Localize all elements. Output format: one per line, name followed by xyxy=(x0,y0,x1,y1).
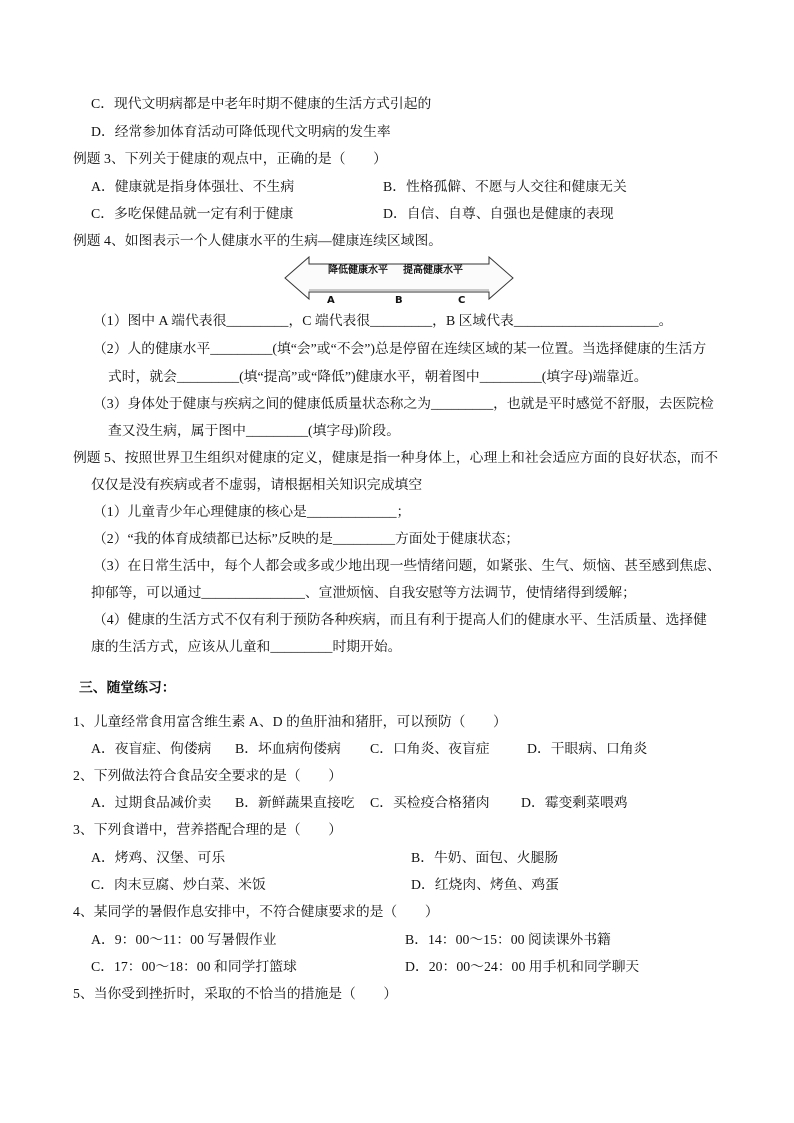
example5-item-4-cont: 康的生活方式，应该从儿童和_________时期开始。 xyxy=(91,639,402,654)
example4-item-1: （1）图中 A 端代表很_________，C 端代表很_________，B 区域代表_____________________。 xyxy=(93,313,673,328)
example4-item-3: （3）身体处于健康与疾病之间的健康低质量状态称之为_________，也就是平时感觉不舒服，去医院检 xyxy=(93,396,714,411)
q4-option-d: D．20：00～24：00 用手机和同学聊天 xyxy=(405,959,640,974)
example4-question: 例题 4、如图表示一个人健康水平的生病—健康连续区域图。 xyxy=(73,233,443,248)
prev-option-d: D．经常参加体育活动可降低现代文明病的发生率 xyxy=(91,124,391,139)
q4-option-c: C．17：00～18：00 和同学打篮球 xyxy=(91,959,297,974)
q1-option-c: C．口角炎、夜盲症 xyxy=(370,741,490,756)
q4-option-a: A．9：00～11：00 写暑假作业 xyxy=(91,932,277,947)
example3-option-c: C．多吃保健品就一定有利于健康 xyxy=(91,206,294,221)
diagram-point-c: C xyxy=(458,295,466,306)
example5-item-3: （3）在日常生活中，每个人都会或多或少地出现一些情绪问题，如紧张、生气、烦恼、甚至感到焦虑、 xyxy=(93,558,721,573)
diagram-point-b: B xyxy=(395,295,403,306)
health-continuum-diagram xyxy=(283,256,515,308)
q2-option-d: D．霉变剩菜喂鸡 xyxy=(521,795,628,810)
q3-option-a: A．烤鸡、汉堡、可乐 xyxy=(91,850,226,865)
diagram-left-label: 降低健康水平 xyxy=(328,265,388,276)
example4-item-2-cont: 式时，就会_________(填“提高”或“降低”)健康水平，朝着图中_________(填字母)端靠近。 xyxy=(108,369,648,384)
q1-option-b: B．坏血病佝偻病 xyxy=(235,741,341,756)
double-headed-arrow xyxy=(285,257,513,299)
q4-option-b: B．14：00～15：00 阅读课外书籍 xyxy=(405,932,611,947)
example5-item-1: （1）儿童青少年心理健康的核心是_____________； xyxy=(93,504,411,519)
q3-option-b: B．牛奶、面包、火腿肠 xyxy=(411,850,559,865)
example5-question: 例题 5、按照世界卫生组织对健康的定义，健康是指一种身体上，心理上和社会适应方面的良好状态，而不 xyxy=(73,450,719,465)
q3-option-c: C．肉末豆腐、炒白菜、米饭 xyxy=(91,877,266,892)
example4-item-3-cont: 查又没生病，属于图中_________(填字母)阶段。 xyxy=(108,423,401,438)
q2-question: 2、下列做法符合食品安全要求的是（ ） xyxy=(73,768,343,783)
q1-option-d: D．干眼病、口角炎 xyxy=(527,741,648,756)
q4-question: 4、某同学的暑假作息安排中，不符合健康要求的是（ ） xyxy=(73,904,439,919)
example3-option-a: A．健康就是指身体强壮、不生病 xyxy=(91,179,295,194)
example3-question: 例题 3、下列关于健康的观点中，正确的是（ ） xyxy=(73,151,387,166)
example5-item-3-cont: 抑郁等，可以通过_______________、宣泄烦恼、自我安慰等方法调节，使情绪得到缓解； xyxy=(91,585,636,600)
q5-question: 5、当你受到挫折时，采取的不恰当的措施是（ ） xyxy=(73,986,398,1001)
q2-option-a: A．过期食品减价卖 xyxy=(91,795,212,810)
q2-option-c: C．买检疫合格猪肉 xyxy=(370,795,490,810)
diagram-right-label: 提高健康水平 xyxy=(403,265,463,276)
example4-item-2: （2）人的健康水平_________(填“会”或“不会”)总是停留在连续区域的某一位置。当选择健康的生活方 xyxy=(93,341,707,356)
q1-option-a: A．夜盲症、佝偻病 xyxy=(91,741,212,756)
prev-option-c: C．现代文明病都是中老年时期不健康的生活方式引起的 xyxy=(91,96,432,111)
example5-item-2: （2）“我的体育成绩都已达标”反映的是_________方面处于健康状态； xyxy=(93,531,520,546)
section-heading: 三、随堂练习： xyxy=(79,680,176,695)
example5-item-4: （4）健康的生活方式不仅有利于预防各种疾病，而且有利于提高人们的健康水平、生活质量、选择健 xyxy=(93,612,707,627)
q3-option-d: D．红烧肉、烤鱼、鸡蛋 xyxy=(411,877,559,892)
example3-option-d: D．自信、自尊、自强也是健康的表现 xyxy=(383,206,614,221)
example3-option-b: B．性格孤僻、不愿与人交往和健康无关 xyxy=(383,179,627,194)
q3-question: 3、下列食谱中，营养搭配合理的是（ ） xyxy=(73,822,343,837)
example5-question-cont: 仅仅是没有疾病或者不虚弱，请根据相关知识完成填空 xyxy=(91,477,423,492)
q1-question: 1、儿童经常食用富含维生素 A、D 的鱼肝油和猪肝，可以预防（ ） xyxy=(73,714,507,729)
diagram-point-a: A xyxy=(327,295,335,306)
q2-option-b: B．新鲜蔬果直接吃 xyxy=(235,795,355,810)
